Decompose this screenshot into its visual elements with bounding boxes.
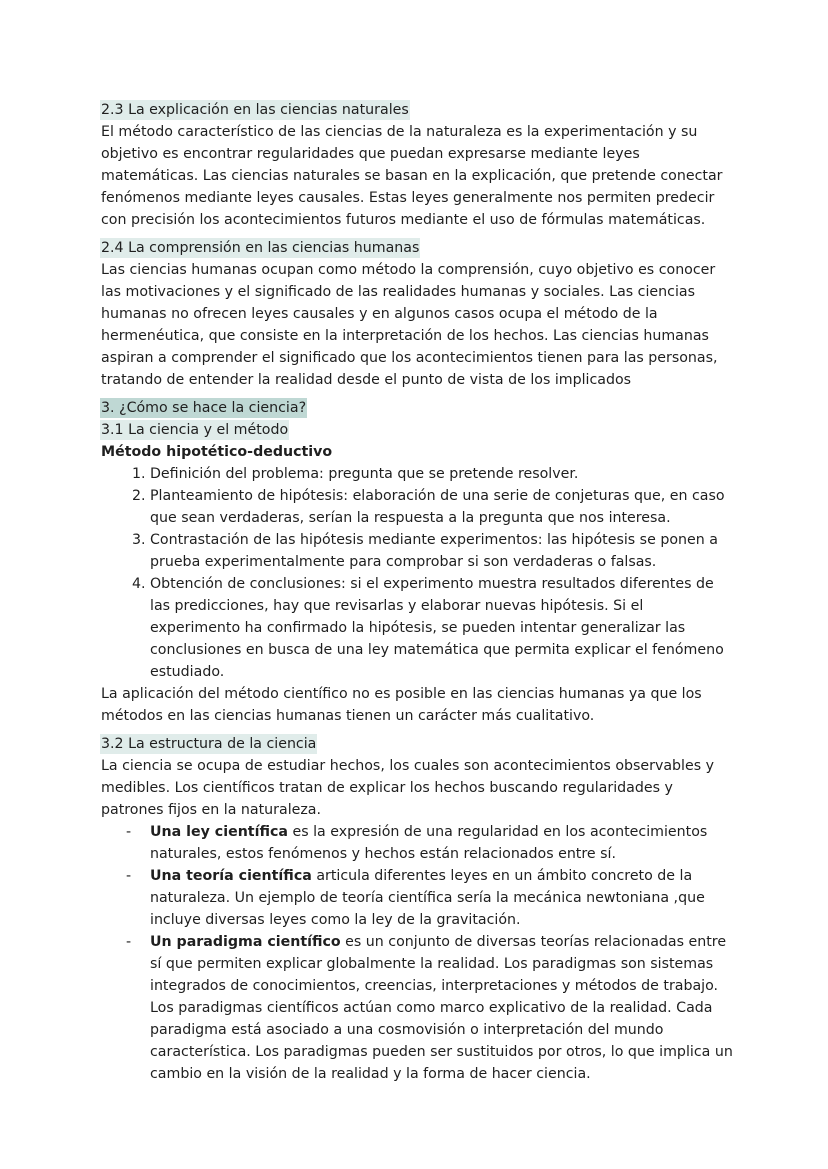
list-item bbox=[101, 821, 733, 865]
bullet-term: Una ley científica bbox=[150, 824, 288, 840]
structure-list bbox=[101, 821, 733, 1085]
bullet-text: es la expresión de una regularidad en los acontecimientos naturales, estos fenómenos y hechos están relacionados entre sí. bbox=[150, 824, 708, 862]
section-body-2-3: El método característico de las ciencias de la naturaleza es la experimentación y su objetivo es encontrar regularidades que puedan expresarse mediante leyes matemáticas. Las ciencias naturales se basan en la explicación, que pretende conectar fenómenos mediante leyes causales. Estas leyes generalmente nos permiten predecir con precisión los acontecimientos futuros mediante el uso de fórmulas matemáticas. bbox=[101, 124, 723, 228]
bullet-text: es un conjunto de diversas teorías relacionadas entre sí que permiten explicar globalmente la realidad. Los paradigmas son sistemas integrados de conocimientos, creencias, interpretaciones y métodos de trabajo. Los paradigmas científicos actúan como marco explicativo de la realidad. Cada paradigma está asociado a una cosmovisión o interpretación del mundo característica. Los paradigmas pueden ser sustituidos por otros, lo que implica un cambio en la visión de la realidad y la forma de hacer ciencia. bbox=[150, 934, 733, 1082]
section-heading-3-1: 3.1 La ciencia y el método bbox=[101, 422, 289, 438]
document-page bbox=[101, 99, 733, 1085]
method-subheading: Método hipotético-deductivo bbox=[101, 444, 333, 460]
section-heading-2-4: 2.4 La comprensión en las ciencias humanas bbox=[101, 240, 420, 256]
bullet-term: Un paradigma científico bbox=[150, 934, 341, 950]
list-item: 2. Planteamiento de hipótesis: elaboración de una serie de conjeturas que, en caso que sean verdaderas, serían la respuesta a la pregunta que nos interesa. bbox=[150, 485, 733, 529]
section-body-2-4: Las ciencias humanas ocupan como método la comprensión, cuyo objetivo es conocer las motivaciones y el significado de las realidades humanas y sociales. Las ciencias humanas no ofrecen leyes causales y en algunos casos ocupa el método de la hermenéutica, que consiste en la interpretación de los hechos. Las ciencias humanas aspiran a comprender el significado que los acontecimientos tienen para las personas, tratando de entender la realidad desde el punto de vista de los implicados bbox=[101, 262, 718, 388]
bullet-dash: - bbox=[126, 824, 132, 840]
list-item: 4. Obtención de conclusiones: si el experimento muestra resultados diferentes de las predicciones, hay que revisarlas y elaborar nuevas hipótesis. Si el experimento ha confirmado la hipótesis, se pueden intentar generalizar las conclusiones en busca de una ley matemática que permita explicar el fenómeno estudiado. bbox=[150, 573, 733, 683]
list-item bbox=[101, 931, 733, 1085]
bullet-text: articula diferentes leyes en un ámbito concreto de la naturaleza. Un ejemplo de teoría científica sería la mecánica newtoniana ,que incluye diversas leyes como la ley de la gravitación. bbox=[150, 868, 705, 928]
section-heading-2-3: 2.3 La explicación en las ciencias naturales bbox=[101, 102, 409, 118]
list-item bbox=[101, 865, 733, 931]
list-item: 3. Contrastación de las hipótesis mediante experimentos: las hipótesis se ponen a prueba experimentalmente para comprobar si son verdaderas o falsas. bbox=[150, 529, 733, 573]
section-body-3-2: La ciencia se ocupa de estudiar hechos, los cuales son acontecimientos observables y medibles. Los científicos tratan de explicar los hechos buscando regularidades y patrones fijos en la naturaleza. bbox=[101, 758, 715, 818]
bullet-dash: - bbox=[126, 868, 132, 884]
section-heading-3: 3. ¿Cómo se hace la ciencia? bbox=[101, 400, 307, 416]
bullet-term: Una teoría científica bbox=[150, 868, 312, 884]
method-steps-list bbox=[101, 463, 733, 683]
list-item: 1. Definición del problema: pregunta que se pretende resolver. bbox=[150, 463, 733, 485]
bullet-dash: - bbox=[126, 934, 132, 950]
method-closing: La aplicación del método científico no es posible en las ciencias humanas ya que los métodos en las ciencias humanas tienen un carácter más cualitativo. bbox=[101, 686, 702, 724]
section-heading-3-2: 3.2 La estructura de la ciencia bbox=[101, 736, 317, 752]
